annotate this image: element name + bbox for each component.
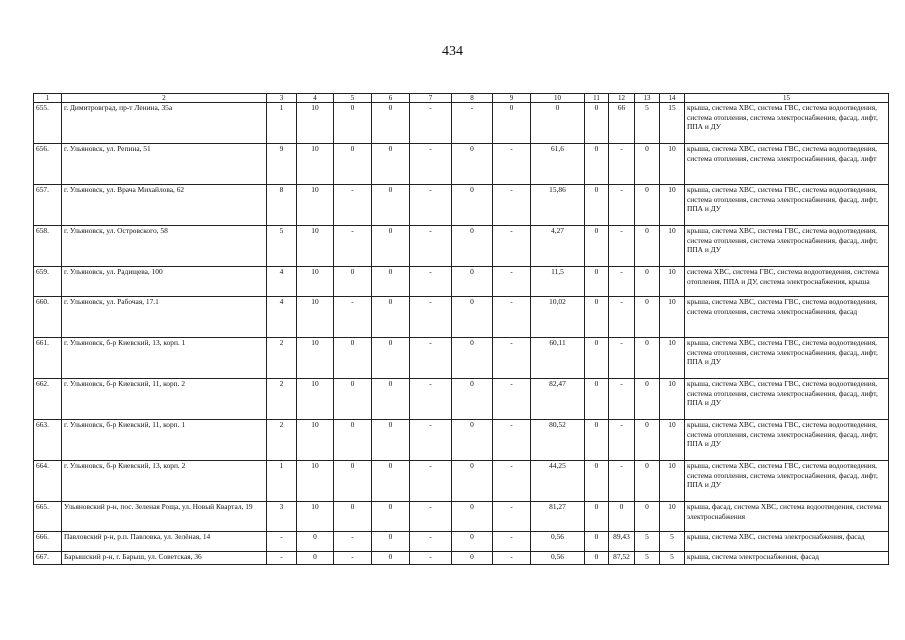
value-cell: 61,6 — [531, 144, 585, 185]
value-cell: - — [267, 552, 297, 565]
column-header: 6 — [372, 94, 410, 103]
value-cell: - — [410, 103, 452, 144]
works-cell: крыша, система ХВС, система ГВС, система водоотведения, система отопления, система электроснабжения, фасад, лифт, ППА и ДУ — [685, 103, 889, 144]
table-row — [34, 338, 889, 379]
value-cell: 0 — [334, 103, 372, 144]
value-cell: - — [493, 420, 531, 461]
column-header: 14 — [660, 94, 685, 103]
value-cell: 0 — [635, 185, 660, 226]
value-cell: 0 — [372, 144, 410, 185]
value-cell: - — [609, 420, 635, 461]
address-cell: г. Ульяновск, ул. Островского, 58 — [62, 226, 267, 267]
value-cell: 0 — [585, 297, 609, 338]
value-cell: 0 — [452, 502, 493, 532]
address-cell: г. Ульяновск, б-р Киевский, 11, корп. 1 — [62, 420, 267, 461]
value-cell: 0 — [452, 144, 493, 185]
value-cell: 10 — [660, 379, 685, 420]
value-cell: - — [493, 552, 531, 565]
value-cell: 2 — [267, 379, 297, 420]
value-cell: 3 — [267, 502, 297, 532]
value-cell: 5 — [660, 552, 685, 565]
value-cell: - — [334, 297, 372, 338]
column-header: 3 — [267, 94, 297, 103]
value-cell: - — [410, 144, 452, 185]
value-cell: - — [334, 552, 372, 565]
column-header: 10 — [531, 94, 585, 103]
value-cell: 0 — [585, 267, 609, 297]
value-cell: 5 — [267, 226, 297, 267]
value-cell: 0 — [372, 552, 410, 565]
column-number-row — [34, 94, 889, 103]
address-cell: г. Ульяновск, ул. Врача Михайлова, 62 — [62, 185, 267, 226]
value-cell: - — [609, 297, 635, 338]
table-row — [34, 144, 889, 185]
value-cell: 0 — [635, 297, 660, 338]
value-cell: 0 — [585, 552, 609, 565]
value-cell: 0 — [585, 144, 609, 185]
value-cell: 2 — [267, 338, 297, 379]
works-cell: крыша, система электроснабжения, фасад — [685, 552, 889, 565]
value-cell: - — [493, 461, 531, 502]
value-cell: - — [493, 502, 531, 532]
value-cell: 89,43 — [609, 532, 635, 552]
works-cell: крыша, система ХВС, система ГВС, система водоотведения, система отопления, система электроснабжения, фасад — [685, 297, 889, 338]
column-header: 15 — [685, 94, 889, 103]
row-number: 660. — [34, 297, 62, 338]
value-cell: 0 — [585, 532, 609, 552]
value-cell: 0 — [609, 502, 635, 532]
row-number: 664. — [34, 461, 62, 502]
value-cell: 66 — [609, 103, 635, 144]
value-cell: - — [334, 185, 372, 226]
value-cell: 4 — [267, 267, 297, 297]
value-cell: 1 — [267, 103, 297, 144]
address-cell: Павловский р-н, р.п. Павловка, ул. Зелёная, 14 — [62, 532, 267, 552]
value-cell: 0 — [372, 226, 410, 267]
value-cell: 0 — [372, 267, 410, 297]
value-cell: 0 — [372, 103, 410, 144]
value-cell: 82,47 — [531, 379, 585, 420]
value-cell: 10 — [660, 226, 685, 267]
address-cell: г. Димитровград, пр-т Ленина, 35а — [62, 103, 267, 144]
value-cell: 0 — [585, 379, 609, 420]
works-cell: крыша, фасад, система ХВС, система водоотведения, система электроснабжения — [685, 502, 889, 532]
value-cell: 0 — [585, 103, 609, 144]
value-cell: - — [493, 532, 531, 552]
value-cell: 4,27 — [531, 226, 585, 267]
value-cell: - — [493, 226, 531, 267]
value-cell: 11,5 — [531, 267, 585, 297]
value-cell: 0 — [635, 379, 660, 420]
value-cell: - — [410, 267, 452, 297]
value-cell: 0 — [372, 502, 410, 532]
value-cell: - — [493, 297, 531, 338]
value-cell: 10 — [660, 144, 685, 185]
row-number: 666. — [34, 532, 62, 552]
table-row — [34, 185, 889, 226]
value-cell: 10 — [297, 226, 334, 267]
address-cell: г. Ульяновск, б-р Киевский, 11, корп. 2 — [62, 379, 267, 420]
table-row — [34, 297, 889, 338]
value-cell: 10 — [297, 144, 334, 185]
value-cell: 0,56 — [531, 532, 585, 552]
value-cell: - — [609, 379, 635, 420]
row-number: 667. — [34, 552, 62, 565]
row-number: 658. — [34, 226, 62, 267]
value-cell: 0 — [531, 103, 585, 144]
value-cell: 0 — [452, 420, 493, 461]
value-cell: 8 — [267, 185, 297, 226]
value-cell: - — [410, 552, 452, 565]
table-row — [34, 502, 889, 532]
value-cell: - — [493, 267, 531, 297]
value-cell: 10 — [297, 338, 334, 379]
value-cell: 10 — [660, 461, 685, 502]
value-cell: 10 — [297, 379, 334, 420]
value-cell: 0 — [452, 267, 493, 297]
value-cell: 15 — [660, 103, 685, 144]
table-row — [34, 379, 889, 420]
value-cell: - — [493, 338, 531, 379]
value-cell: - — [410, 461, 452, 502]
register-table — [33, 93, 889, 565]
value-cell: 5 — [635, 552, 660, 565]
value-cell: 0 — [297, 532, 334, 552]
works-cell: крыша, система ХВС, система ГВС, система водоотведения, система отопления, система электроснабжения, фасад, лифт, ППА и ДУ — [685, 185, 889, 226]
address-cell: г. Ульяновск, ул. Репина, 51 — [62, 144, 267, 185]
table-row — [34, 420, 889, 461]
value-cell: 10 — [297, 461, 334, 502]
value-cell: - — [410, 297, 452, 338]
value-cell: 1 — [267, 461, 297, 502]
value-cell: - — [609, 267, 635, 297]
value-cell: 10 — [297, 297, 334, 338]
value-cell: 0 — [372, 532, 410, 552]
value-cell: 0 — [452, 338, 493, 379]
value-cell: - — [609, 338, 635, 379]
value-cell: - — [609, 461, 635, 502]
value-cell: 0 — [334, 379, 372, 420]
address-cell: г. Ульяновск, б-р Киевский, 13, корп. 1 — [62, 338, 267, 379]
column-header: 12 — [609, 94, 635, 103]
value-cell: 44,25 — [531, 461, 585, 502]
value-cell: 10 — [660, 185, 685, 226]
column-header: 2 — [62, 94, 267, 103]
value-cell: - — [609, 185, 635, 226]
value-cell: - — [410, 502, 452, 532]
value-cell: - — [334, 226, 372, 267]
table-row — [34, 552, 889, 565]
value-cell: 0 — [635, 461, 660, 502]
table-row — [34, 103, 889, 144]
value-cell: 0 — [585, 185, 609, 226]
column-header: 4 — [297, 94, 334, 103]
value-cell: 87,52 — [609, 552, 635, 565]
column-header: 7 — [410, 94, 452, 103]
value-cell: 10,02 — [531, 297, 585, 338]
value-cell: - — [493, 185, 531, 226]
value-cell: 0 — [635, 420, 660, 461]
value-cell: 0 — [452, 532, 493, 552]
value-cell: 10 — [660, 338, 685, 379]
column-header: 8 — [452, 94, 493, 103]
value-cell: 0 — [635, 267, 660, 297]
value-cell: 0 — [452, 552, 493, 565]
column-header: 13 — [635, 94, 660, 103]
value-cell: 0 — [493, 103, 531, 144]
value-cell: 2 — [267, 420, 297, 461]
works-cell: крыша, система ХВС, система ГВС, система водоотведения, система отопления, система электроснабжения, фасад, лифт, ППА и ДУ — [685, 461, 889, 502]
value-cell: 10 — [297, 267, 334, 297]
value-cell: 10 — [660, 267, 685, 297]
value-cell: 0 — [585, 461, 609, 502]
address-cell: Ульяновский р-н, пос. Зеленая Роща, ул. Новый Квартал, 19 — [62, 502, 267, 532]
value-cell: 0 — [585, 502, 609, 532]
value-cell: 0 — [334, 338, 372, 379]
value-cell: 10 — [660, 502, 685, 532]
value-cell: 0 — [452, 379, 493, 420]
value-cell: 0 — [334, 144, 372, 185]
works-cell: крыша, система ХВС, система ГВС, система водоотведения, система отопления, система электроснабжения, фасад, лифт, ППА и ДУ — [685, 379, 889, 420]
row-number: 657. — [34, 185, 62, 226]
row-number: 663. — [34, 420, 62, 461]
column-header: 5 — [334, 94, 372, 103]
value-cell: 0,56 — [531, 552, 585, 565]
row-number: 659. — [34, 267, 62, 297]
works-cell: система ХВС, система ГВС, система водоотведения, система отопления, ППА и ДУ, система электроснабжения, крыша — [685, 267, 889, 297]
value-cell: 0 — [372, 338, 410, 379]
value-cell: 0 — [372, 185, 410, 226]
value-cell: - — [452, 103, 493, 144]
value-cell: 60,11 — [531, 338, 585, 379]
value-cell: 10 — [297, 502, 334, 532]
row-number: 662. — [34, 379, 62, 420]
value-cell: 5 — [635, 103, 660, 144]
value-cell: 15,86 — [531, 185, 585, 226]
value-cell: 0 — [452, 297, 493, 338]
table-row — [34, 226, 889, 267]
value-cell: - — [410, 226, 452, 267]
value-cell: 0 — [452, 226, 493, 267]
value-cell: 5 — [635, 532, 660, 552]
table-row — [34, 461, 889, 502]
address-cell: г. Ульяновск, ул. Радищева, 100 — [62, 267, 267, 297]
value-cell: 0 — [372, 461, 410, 502]
column-header: 11 — [585, 94, 609, 103]
value-cell: 0 — [585, 226, 609, 267]
value-cell: 10 — [660, 420, 685, 461]
value-cell: 10 — [660, 297, 685, 338]
value-cell: - — [410, 420, 452, 461]
value-cell: 81,27 — [531, 502, 585, 532]
works-cell: крыша, система ХВС, система ГВС, система водоотведения, система отопления, система электроснабжения, фасад, лифт, ППА и ДУ — [685, 338, 889, 379]
value-cell: 0 — [635, 144, 660, 185]
works-cell: крыша, система ХВС, система ГВС, система водоотведения, система отопления, система электроснабжения, фасад, лифт, ППА и ДУ — [685, 226, 889, 267]
value-cell: 0 — [372, 420, 410, 461]
value-cell: 0 — [297, 552, 334, 565]
value-cell: 10 — [297, 103, 334, 144]
value-cell: 5 — [660, 532, 685, 552]
value-cell: - — [410, 185, 452, 226]
value-cell: 4 — [267, 297, 297, 338]
value-cell: - — [410, 532, 452, 552]
value-cell: 0 — [334, 502, 372, 532]
table-row — [34, 532, 889, 552]
value-cell: 0 — [585, 338, 609, 379]
value-cell: 0 — [334, 267, 372, 297]
value-cell: 80,52 — [531, 420, 585, 461]
value-cell: - — [334, 532, 372, 552]
works-cell: крыша, система ХВС, система ГВС, система водоотведения, система отопления, система электроснабжения, фасад, лифт — [685, 144, 889, 185]
value-cell: - — [267, 532, 297, 552]
value-cell: - — [410, 379, 452, 420]
value-cell: 0 — [334, 420, 372, 461]
value-cell: 0 — [372, 297, 410, 338]
address-cell: г. Ульяновск, ул. Рабочая, 17.1 — [62, 297, 267, 338]
value-cell: 9 — [267, 144, 297, 185]
value-cell: 0 — [452, 185, 493, 226]
value-cell: 0 — [334, 461, 372, 502]
value-cell: 0 — [372, 379, 410, 420]
page-number: 434 — [442, 44, 463, 59]
row-number: 661. — [34, 338, 62, 379]
value-cell: - — [493, 144, 531, 185]
works-cell: крыша, система ХВС, система ГВС, система водоотведения, система отопления, система электроснабжения, фасад, лифт, ППА и ДУ — [685, 420, 889, 461]
value-cell: - — [410, 338, 452, 379]
value-cell: 0 — [635, 226, 660, 267]
value-cell: - — [493, 379, 531, 420]
row-number: 655. — [34, 103, 62, 144]
address-cell: г. Ульяновск, б-р Киевский, 13, корп. 2 — [62, 461, 267, 502]
table-row — [34, 267, 889, 297]
address-cell: Барышский р-н, г. Барыш, ул. Советская, 36 — [62, 552, 267, 565]
column-header: 1 — [34, 94, 62, 103]
row-number: 656. — [34, 144, 62, 185]
value-cell: 0 — [585, 420, 609, 461]
value-cell: 0 — [452, 461, 493, 502]
works-cell: крыша, система ХВС, система электроснабжения, фасад — [685, 532, 889, 552]
value-cell: 10 — [297, 185, 334, 226]
value-cell: 10 — [297, 420, 334, 461]
column-header: 9 — [493, 94, 531, 103]
row-number: 665. — [34, 502, 62, 532]
value-cell: 0 — [635, 502, 660, 532]
value-cell: - — [609, 226, 635, 267]
value-cell: - — [609, 144, 635, 185]
value-cell: 0 — [635, 338, 660, 379]
